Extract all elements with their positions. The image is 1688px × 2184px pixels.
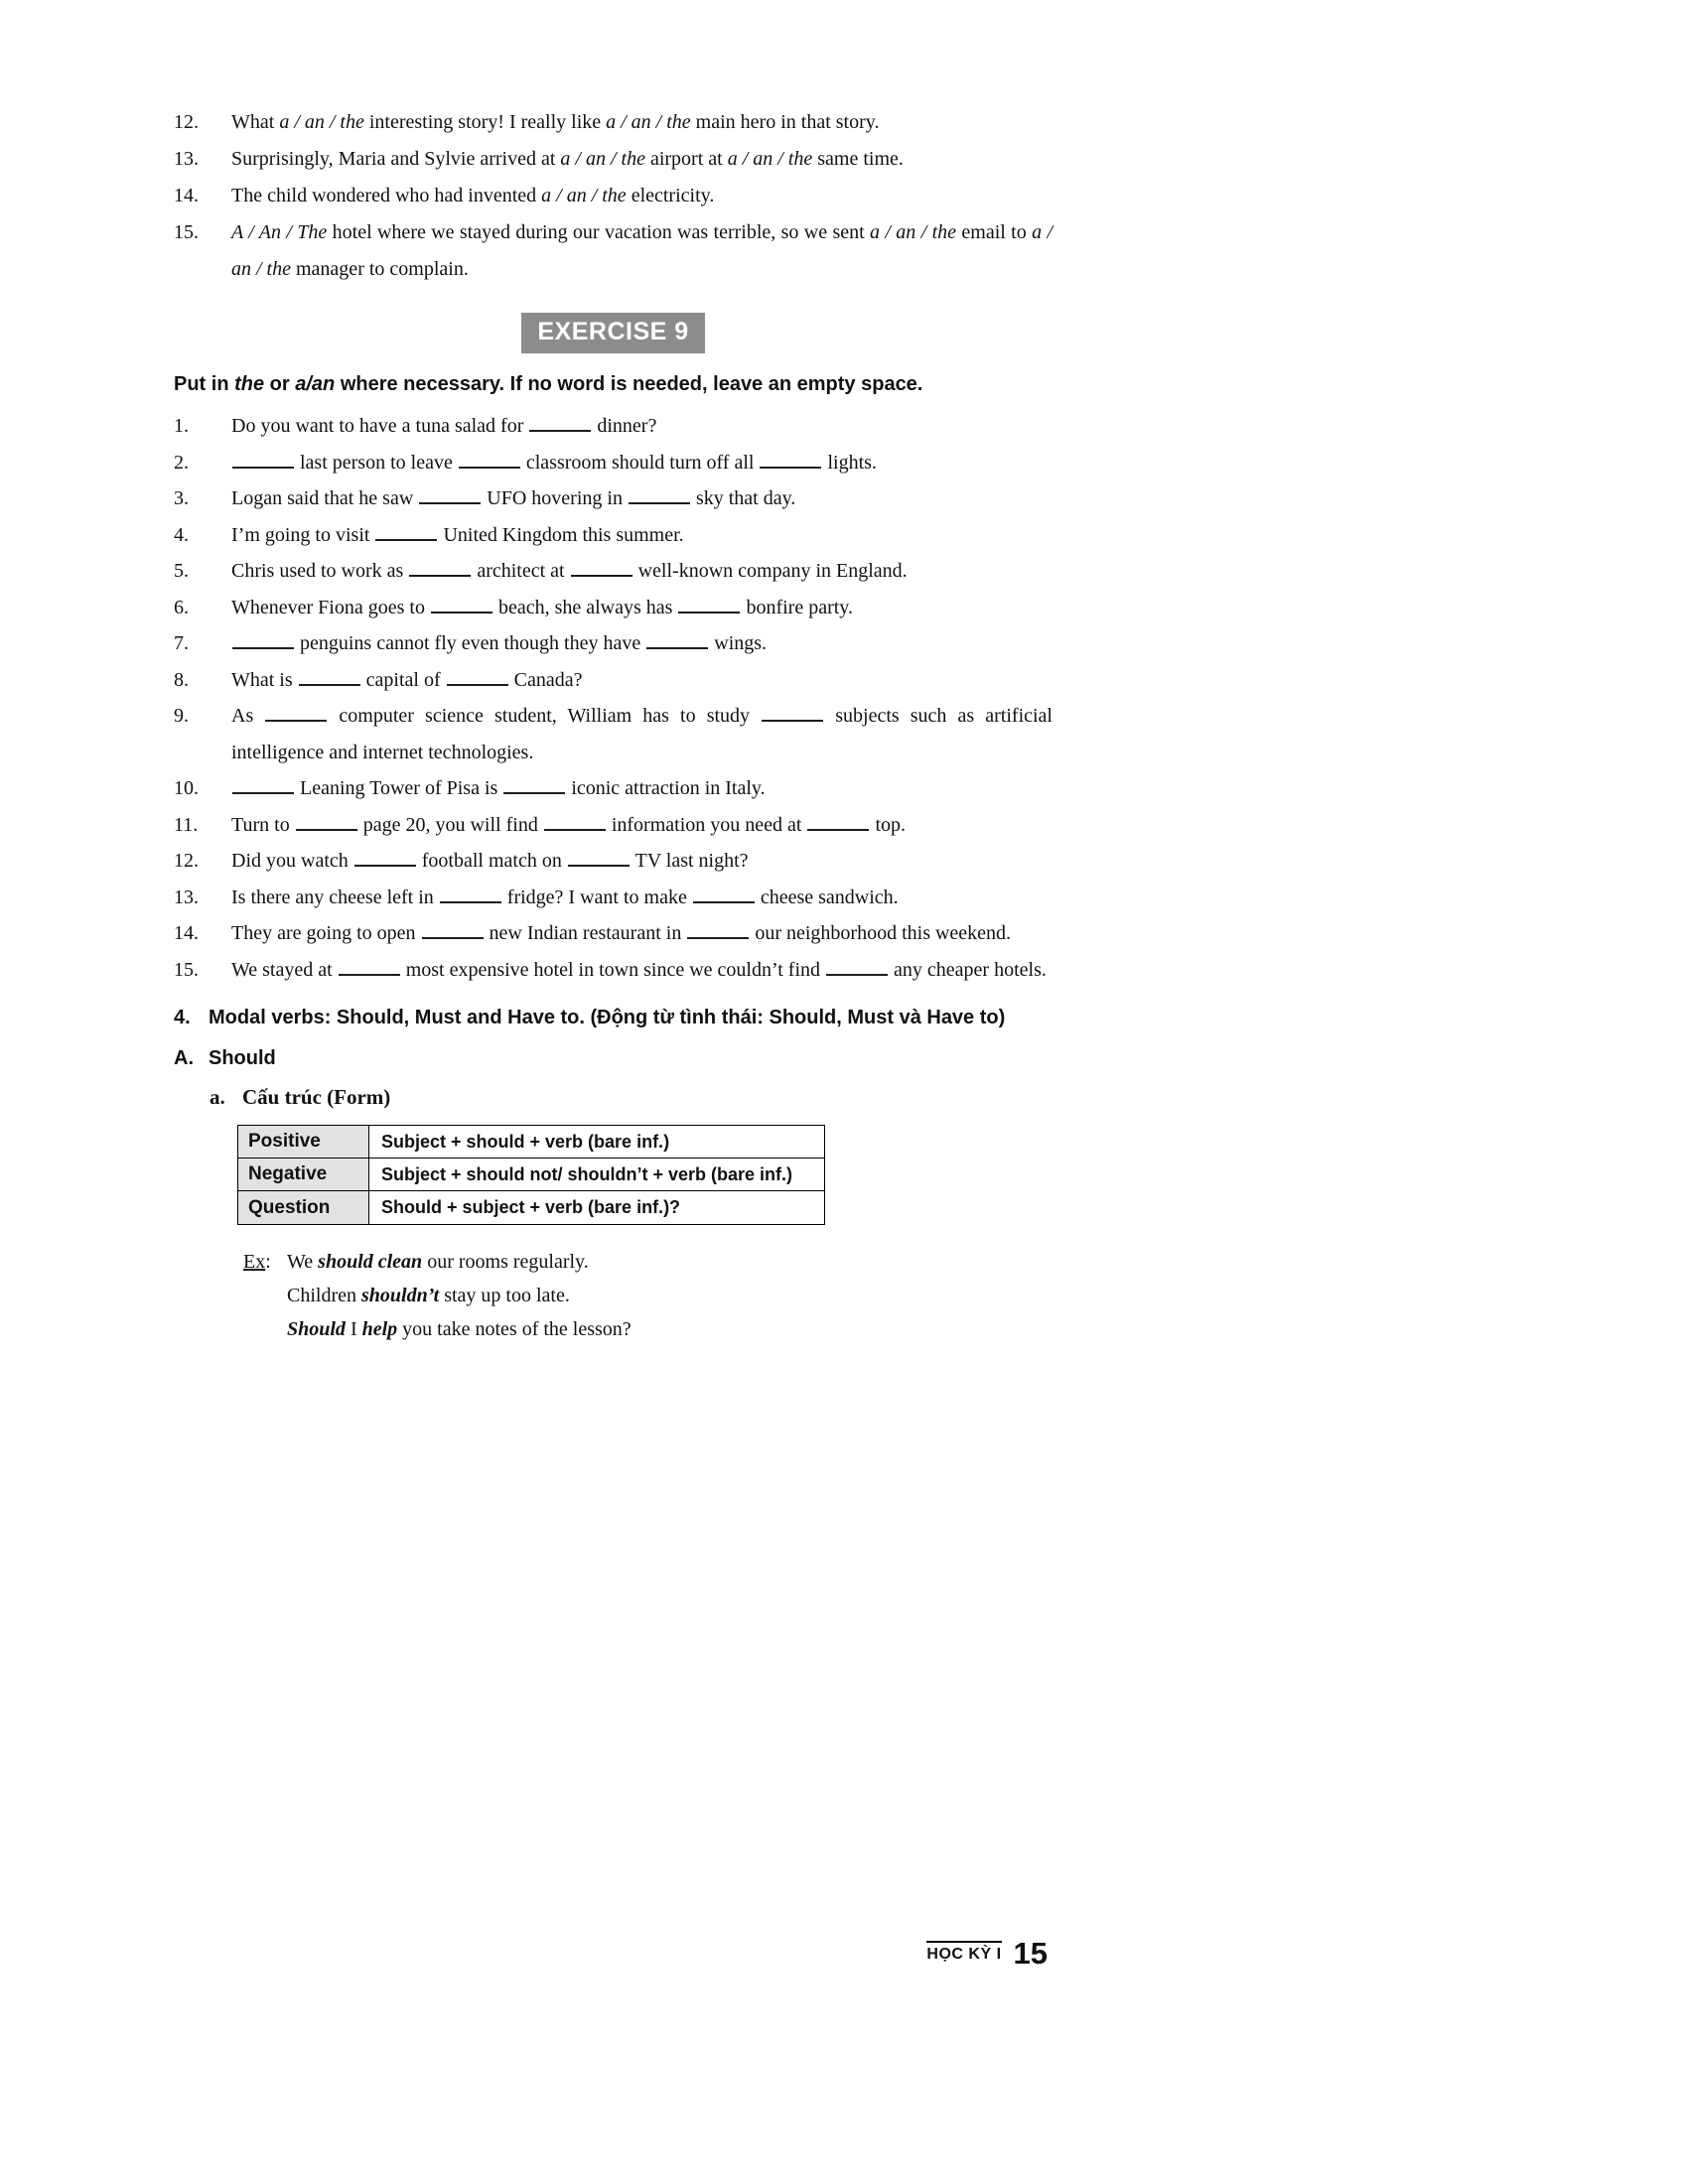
blank-line — [760, 456, 821, 469]
blank-line — [232, 456, 294, 469]
text-run: What — [231, 111, 280, 133]
section-number: 4. — [174, 1007, 191, 1029]
list-item — [174, 214, 1053, 288]
blank-line — [419, 491, 481, 504]
blank-line — [447, 673, 508, 686]
exercise-title-badge: EXERCISE 9 — [521, 313, 704, 353]
text-run: you take notes of the lesson? — [397, 1318, 632, 1341]
text-run: bonfire party. — [741, 596, 854, 618]
item-text — [231, 590, 1053, 626]
text-run: beach, she always has — [492, 596, 678, 618]
text-run: Do you want to have a tuna salad for — [231, 415, 529, 438]
text-run: TV last night? — [630, 850, 749, 873]
item-text — [231, 214, 1053, 288]
list-item — [174, 141, 1053, 178]
list-item — [174, 880, 1053, 916]
text-run: main hero in that story. — [690, 111, 880, 133]
text-run: architect at — [472, 560, 570, 583]
list-item — [174, 480, 1053, 517]
section-heading — [174, 1005, 1053, 1031]
text-run: a / an / the — [727, 148, 813, 170]
item-text — [231, 480, 1053, 517]
blank-line — [440, 890, 501, 903]
blank-line — [762, 709, 823, 722]
text-run: penguins cannot fly even though they have — [295, 632, 646, 655]
text-run: most expensive hotel in town since we couldn’t find — [400, 958, 826, 981]
text-run: : — [265, 1251, 271, 1274]
text-run: shouldn’t — [361, 1285, 440, 1307]
text-run: Whenever Fiona goes to — [231, 596, 430, 618]
blank-line — [687, 926, 749, 939]
blank-line — [678, 601, 740, 614]
list-item — [174, 553, 1053, 590]
previous-exercise-items — [174, 104, 1053, 288]
footer-page-number: 15 — [1013, 1936, 1048, 1971]
text-run: hotel where we stayed during our vacation was terrible, so we sent — [327, 221, 871, 243]
item-text — [231, 770, 1053, 807]
text-run: sky that day. — [690, 487, 796, 510]
blank-line — [265, 709, 327, 722]
item-text — [231, 445, 1053, 481]
blank-line — [296, 818, 357, 831]
list-item — [174, 662, 1053, 699]
text-run: Turn to — [231, 813, 295, 836]
text-run: Ex — [243, 1251, 266, 1274]
item-text — [231, 517, 1053, 554]
item-number: 9. — [174, 705, 189, 728]
list-item — [174, 807, 1053, 844]
text-run: Leaning Tower of Pisa is — [295, 777, 503, 800]
text-run: lights. — [822, 451, 877, 474]
section-title: Modal verbs: Should, Must and Have to. (Động từ tình thái: Should, Must và Have to) — [209, 1007, 1006, 1029]
item-number: 3. — [174, 487, 189, 510]
text-run: Should — [287, 1318, 346, 1341]
text-run: a / an / the — [870, 221, 957, 243]
list-item — [174, 625, 1053, 662]
text-run: They are going to open — [231, 922, 421, 945]
item-text — [231, 952, 1053, 989]
blank-line — [503, 781, 565, 794]
item-number: 14. — [174, 922, 199, 945]
form-heading-letter: a. — [210, 1085, 225, 1110]
subsection-letter: A. — [174, 1047, 194, 1070]
list-item — [174, 104, 1053, 141]
example-block — [243, 1245, 1053, 1346]
exercise9-items — [174, 408, 1053, 988]
table-value-cell: Should + subject + verb (bare inf.)? — [381, 1197, 681, 1218]
table-label-cell: Negative — [238, 1159, 369, 1190]
text-run: page 20, you will find — [357, 813, 543, 836]
blank-line — [807, 818, 869, 831]
exercise-instruction — [174, 371, 1053, 397]
table-value-cell: Subject + should + verb (bare inf.) — [381, 1131, 670, 1152]
text-run: Is there any cheese left in — [231, 886, 439, 908]
table-value-cell: Subject + should not/ shouldn’t + verb (bare inf.) — [381, 1163, 793, 1184]
page-footer — [926, 1938, 1048, 1969]
text-run: where necessary. If no word is needed, leave an empty space. — [335, 373, 923, 396]
item-number: 13. — [174, 886, 199, 908]
table-row — [238, 1191, 824, 1224]
item-text — [231, 880, 1053, 916]
content-column — [174, 104, 1053, 1346]
text-run: a / an / the — [560, 148, 645, 170]
item-text — [231, 553, 1053, 590]
text-run: capital of — [360, 668, 446, 691]
list-item — [174, 952, 1053, 989]
blank-line — [544, 818, 606, 831]
blank-line — [693, 890, 755, 903]
list-item — [174, 698, 1053, 770]
form-heading — [210, 1085, 1053, 1110]
blank-line — [826, 963, 888, 976]
text-run: United Kingdom this summer. — [438, 523, 684, 546]
text-run: any cheaper hotels. — [889, 958, 1047, 981]
item-text — [231, 843, 1053, 880]
text-run: subjects such as artificial intelligence and internet technologies. — [231, 705, 1053, 763]
text-run: Surprisingly, Maria and Sylvie arrived at — [231, 148, 561, 170]
blank-line — [339, 963, 400, 976]
example-lines — [287, 1245, 632, 1346]
subsection-title: Should — [209, 1047, 276, 1070]
text-run: Chris used to work as — [231, 560, 409, 583]
text-run: Logan said that he saw — [231, 487, 419, 510]
item-number: 14. — [174, 185, 199, 206]
blank-line — [232, 636, 294, 649]
text-run: Children — [287, 1285, 361, 1307]
text-run: should clean — [318, 1251, 423, 1274]
list-item — [174, 843, 1053, 880]
text-run: wings. — [709, 632, 768, 655]
blank-line — [431, 601, 492, 614]
item-text — [231, 408, 1053, 445]
item-number: 2. — [174, 451, 189, 474]
text-run: I’m going to visit — [231, 523, 375, 546]
item-text — [231, 104, 1053, 141]
item-text — [231, 807, 1053, 844]
text-run: fridge? I want to make — [501, 886, 692, 908]
item-text — [231, 625, 1053, 662]
text-run: What is — [231, 668, 298, 691]
item-number: 7. — [174, 632, 189, 655]
blank-line — [529, 419, 591, 432]
blank-line — [409, 564, 471, 577]
text-run: Canada? — [508, 668, 583, 691]
text-run: well-known company in England. — [633, 560, 908, 583]
text-run: We — [287, 1251, 319, 1274]
example-line — [287, 1312, 632, 1346]
list-item — [174, 408, 1053, 445]
example-line — [287, 1279, 632, 1312]
text-run: same time. — [812, 148, 904, 170]
blank-line — [232, 781, 294, 794]
table-label-cell: Positive — [238, 1126, 369, 1158]
text-run: football match on — [416, 850, 567, 873]
text-run: last person to leave — [295, 451, 458, 474]
text-run: information you need at — [606, 813, 807, 836]
list-item — [174, 178, 1053, 214]
blank-line — [375, 528, 437, 541]
list-item — [174, 517, 1053, 554]
table-label-cell: Question — [238, 1191, 369, 1224]
list-item — [174, 770, 1053, 807]
form-table — [237, 1125, 825, 1225]
text-run: electricity. — [626, 185, 715, 206]
item-number: 12. — [174, 850, 199, 873]
example-label — [243, 1245, 287, 1346]
text-run: Put in — [174, 373, 235, 396]
text-run: iconic attraction in Italy. — [566, 777, 766, 800]
list-item — [174, 915, 1053, 952]
text-run: We stayed at — [231, 958, 338, 981]
text-run: manager to complain. — [291, 258, 469, 280]
item-text — [231, 178, 1053, 214]
text-run: interesting story! I really like — [363, 111, 607, 133]
text-run: I — [345, 1318, 362, 1341]
text-run: help — [361, 1318, 398, 1341]
list-item — [174, 590, 1053, 626]
blank-line — [354, 854, 416, 867]
text-run: Did you watch — [231, 850, 353, 873]
blank-line — [299, 673, 360, 686]
text-run: a / an / the — [606, 111, 691, 133]
item-number: 1. — [174, 415, 189, 438]
item-text — [231, 141, 1053, 178]
item-number: 4. — [174, 523, 189, 546]
text-run: cheese sandwich. — [755, 886, 899, 908]
blank-line — [568, 854, 630, 867]
text-run: dinner? — [592, 415, 657, 438]
text-run: classroom should turn off all — [520, 451, 760, 474]
subsection-heading — [174, 1045, 1053, 1072]
item-text — [231, 698, 1053, 770]
text-run: A / An / The — [231, 221, 328, 243]
item-number: 15. — [174, 221, 199, 243]
table-row — [238, 1126, 824, 1159]
table-row — [238, 1159, 824, 1191]
item-number: 5. — [174, 560, 189, 583]
blank-line — [571, 564, 633, 577]
text-run: our neighborhood this weekend. — [750, 922, 1012, 945]
text-run: As — [231, 705, 265, 728]
item-number: 15. — [174, 958, 199, 981]
item-number: 10. — [174, 777, 199, 800]
blank-line — [422, 926, 484, 939]
text-run: the — [234, 373, 265, 396]
text-run: top. — [870, 813, 907, 836]
text-run: a / an / the — [541, 185, 627, 206]
item-number: 11. — [174, 813, 199, 836]
text-run: email to — [956, 221, 1033, 243]
item-number: 13. — [174, 148, 199, 170]
text-run: a / an / the — [231, 221, 1054, 280]
item-text — [231, 662, 1053, 699]
item-number: 6. — [174, 596, 189, 618]
text-run: computer science student, William has to study — [328, 705, 762, 728]
blank-line — [646, 636, 708, 649]
item-text — [231, 915, 1053, 952]
text-run: a/an — [295, 373, 336, 396]
text-run: new Indian restaurant in — [484, 922, 687, 945]
exercise-title-row — [174, 313, 1053, 353]
text-run: The child wondered who had invented — [231, 185, 542, 206]
text-run: or — [264, 373, 296, 396]
text-run: a / an / the — [279, 111, 364, 133]
form-heading-title: Cấu trúc (Form) — [242, 1085, 391, 1110]
text-run: airport at — [644, 148, 728, 170]
text-run: our rooms regularly. — [422, 1251, 589, 1274]
item-number: 8. — [174, 668, 189, 691]
blank-line — [629, 491, 690, 504]
footer-semester-label: HỌC KỲ I — [926, 1941, 1001, 1964]
item-number: 12. — [174, 111, 199, 133]
blank-line — [459, 456, 520, 469]
text-run: stay up too late. — [439, 1285, 570, 1307]
list-item — [174, 445, 1053, 481]
text-run: UFO hovering in — [482, 487, 628, 510]
example-line — [287, 1245, 632, 1279]
